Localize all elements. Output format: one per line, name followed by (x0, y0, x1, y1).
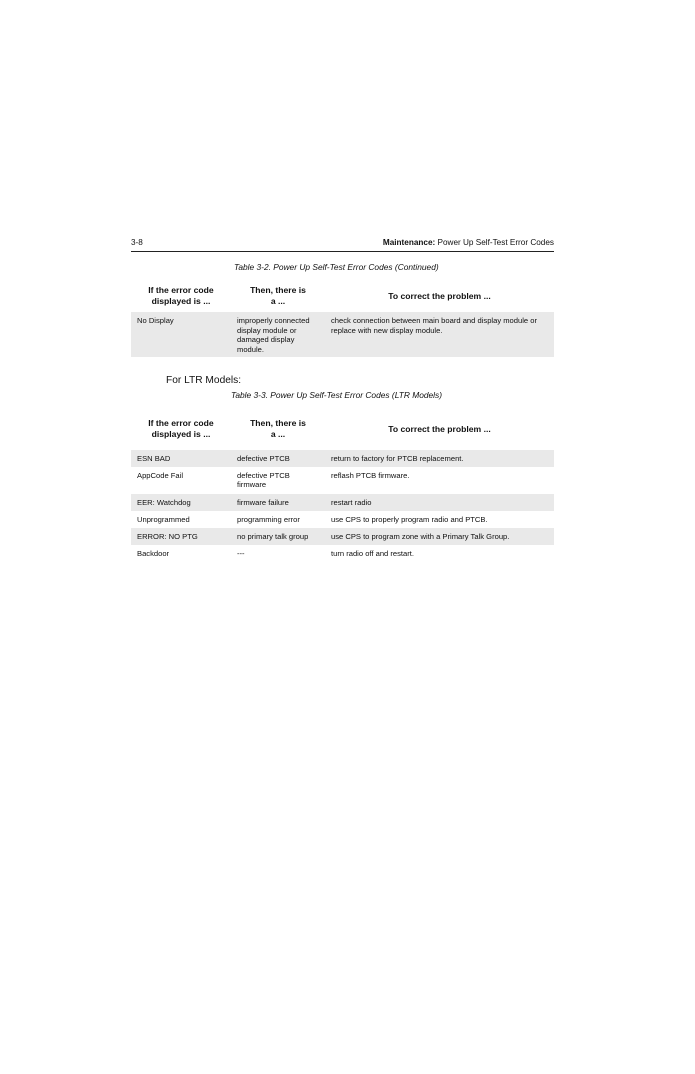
table1-header-col2-line1: Then, there is (250, 285, 306, 295)
table2-header-col3: To correct the problem ... (388, 424, 491, 434)
table1 (131, 312, 554, 357)
table-row (131, 312, 554, 357)
table2-header-col2-line1: Then, there is (250, 418, 306, 428)
table-cell-cause: programming error (237, 514, 300, 524)
page-number: 3-8 (131, 238, 143, 247)
table-row (131, 467, 554, 494)
table-cell-code: AppCode Fail (137, 470, 184, 480)
table-cell-cause: firmware failure (231, 494, 325, 511)
table-row (131, 511, 554, 528)
running-title-text: Power Up Self-Test Error Codes (437, 238, 554, 247)
table-cell-fix: use CPS to properly program radio and PTCB. (331, 514, 488, 524)
table-cell-code: ERROR: NO PTG (131, 528, 231, 545)
table2-header-col2-line2: a ... (270, 428, 286, 439)
table2-header-col1-line2: displayed is ... (151, 428, 211, 439)
table1-header-col2-line2: a ... (270, 295, 286, 306)
table-row (131, 450, 554, 467)
table1-header-col3: To correct the problem ... (388, 291, 491, 301)
table-row (131, 545, 554, 562)
table2-header-col1-line1: If the error code (148, 418, 214, 428)
section-label: For LTR Models: (166, 375, 242, 386)
running-title-bold: Maintenance: (382, 238, 436, 247)
table-cell-fix: check connection between main board and display module or replace with new display module. (325, 312, 554, 357)
table2-caption: Table 3-3. Power Up Self-Test Error Codes (LTR Models) (231, 390, 443, 400)
table-cell-code: ESN BAD (131, 450, 231, 467)
table-cell-cause: no primary talk group (231, 528, 325, 545)
table-row (131, 494, 554, 511)
table-row (131, 528, 554, 545)
table-cell-cause: defective PTCB (231, 450, 325, 467)
table-cell-cause: defective PTCB firmware (237, 470, 290, 490)
table-cell-code: Backdoor (137, 548, 170, 558)
table2-header-col2 (231, 418, 325, 439)
table-cell-fix: use CPS to program zone with a Primary Talk Group. (325, 528, 554, 545)
table-cell-code: No Display (131, 312, 231, 357)
table1-header-col1-line1: If the error code (148, 285, 214, 295)
table1-header-col1 (131, 285, 231, 306)
page-header (131, 237, 554, 252)
table-cell-fix: turn radio off and restart. (331, 548, 415, 558)
table1-header-col2 (231, 285, 325, 306)
table1-caption: Table 3-2. Power Up Self-Test Error Codes (Continued) (234, 262, 439, 272)
table-cell-cause: improperly connected display module or damaged display module. (231, 312, 325, 357)
table-cell-fix: reflash PTCB firmware. (331, 470, 410, 480)
running-title (383, 238, 554, 247)
table-cell-fix: return to factory for PTCB replacement. (325, 450, 554, 467)
table1-header-col1-line2: displayed is ... (151, 295, 211, 306)
table2 (131, 450, 554, 562)
table-cell-code: Unprogrammed (137, 514, 190, 524)
table-cell-cause: --- (237, 548, 245, 558)
table2-header-col1 (131, 418, 231, 439)
table-cell-fix: restart radio (325, 494, 554, 511)
table-cell-code: EER: Watchdog (131, 494, 231, 511)
